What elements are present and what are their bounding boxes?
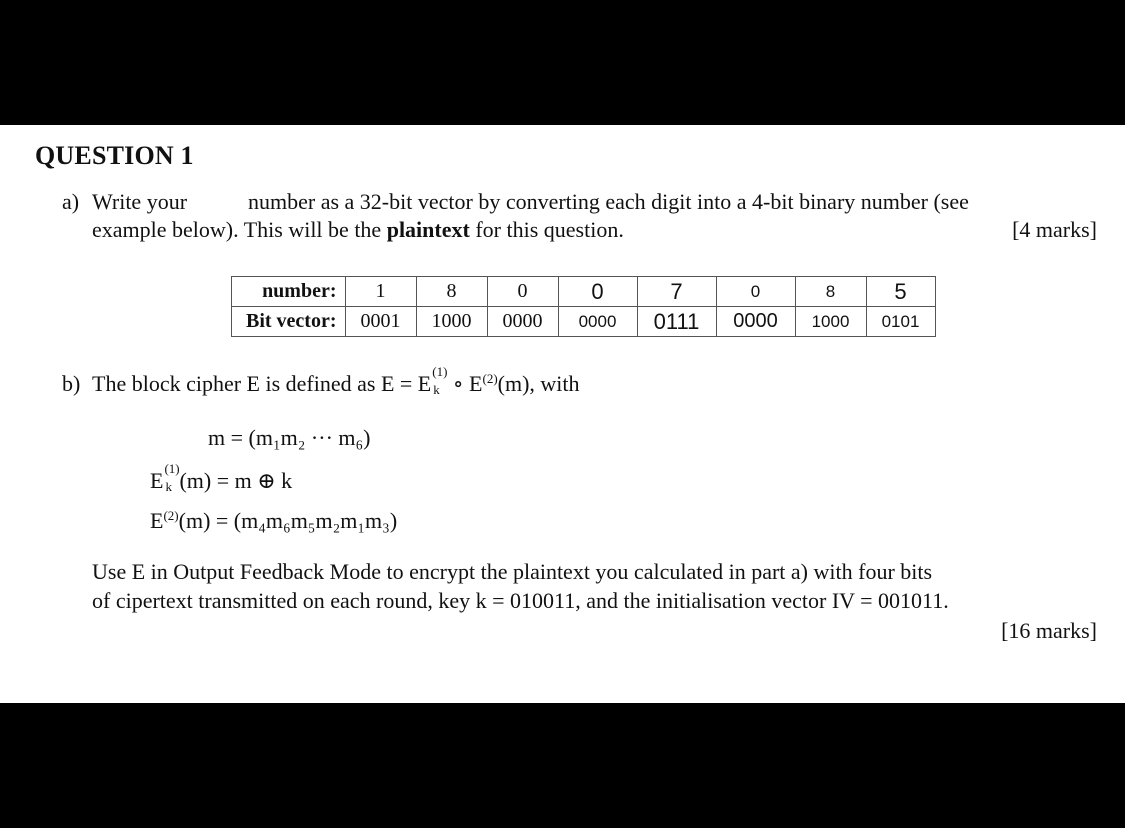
digit-cell: 5	[866, 277, 935, 307]
digit-cell: 8	[795, 277, 866, 307]
part-a-label: a)	[62, 189, 80, 214]
part-a-line2-end: for this question.	[475, 217, 624, 242]
equation-e2-superscript: (2)	[163, 508, 179, 523]
digit-cell: 8	[416, 277, 487, 307]
equation-e1-superscript: (1)	[164, 461, 180, 476]
question-page	[0, 125, 1125, 703]
digit-cell: 7	[637, 277, 716, 307]
part-a-line2-start: example below). This will be the	[92, 217, 382, 242]
bits-cell: 0000	[487, 307, 558, 337]
equation-e2-lhs: E	[150, 508, 164, 533]
e2-superscript: (2)	[482, 371, 498, 386]
bit-vector-row	[232, 307, 936, 337]
part-a-marks: [4 marks]	[1012, 217, 1097, 242]
digit-cell: 0	[558, 277, 637, 307]
e1-superscript: (1)	[432, 364, 448, 379]
equation-e1-indices	[163, 461, 180, 494]
ofb-instructions-line1: Use E in Output Feedback Mode to encrypt the plaintext you calculated in part a) with four bits	[92, 559, 933, 584]
cipher-definition-start: The block cipher E is defined as E = E	[92, 371, 432, 396]
composition-operator: ∘ E	[452, 371, 483, 396]
part-a-line1-end: number as a 32-bit vector by converting each digit into a 4-bit binary number (see	[248, 189, 969, 214]
part-a-line1-start: Write your	[92, 189, 188, 214]
e1-indices	[431, 364, 448, 397]
equation-e1-subscript: k	[165, 479, 172, 494]
equation-e2-rhs: (m) = (m₄m₆m₅m₂m₁m₃)	[178, 508, 398, 533]
digit-cell: 0	[716, 277, 795, 307]
cipher-definition	[92, 364, 580, 397]
equation-e1	[150, 461, 293, 494]
bits-cell: 0101	[866, 307, 935, 337]
part-b-label: b)	[62, 371, 81, 396]
equation-e1-rhs: (m) = m ⊕ k	[179, 468, 293, 493]
bits-cell: 0111	[637, 307, 716, 337]
equation-m: m = (m₁m₂ ··· m₆)	[208, 425, 371, 450]
equation-e1-lhs: E	[150, 468, 164, 493]
bits-cell: 0000	[716, 307, 795, 337]
e1-subscript: k	[433, 382, 440, 397]
part-a-line2	[92, 217, 624, 243]
number-row-header: number:	[232, 277, 346, 307]
example-bit-vector-table	[231, 276, 936, 337]
ofb-instructions-line2: of cipertext transmitted on each round, key k = 010011, and the initialisation vector IV = 001011.	[92, 588, 949, 613]
cipher-definition-end: (m), with	[497, 371, 580, 396]
bits-cell: 0001	[345, 307, 416, 337]
digit-cell: 0	[487, 277, 558, 307]
number-row	[232, 277, 936, 307]
bit-vector-row-header: Bit vector:	[232, 307, 346, 337]
bits-cell: 0000	[558, 307, 637, 337]
digit-cell: 1	[345, 277, 416, 307]
question-heading: QUESTION 1	[35, 141, 194, 170]
bits-cell: 1000	[416, 307, 487, 337]
plaintext-term: plaintext	[386, 217, 470, 242]
part-b-marks: [16 marks]	[1001, 618, 1097, 643]
equation-e2	[150, 508, 397, 534]
bits-cell: 1000	[795, 307, 866, 337]
